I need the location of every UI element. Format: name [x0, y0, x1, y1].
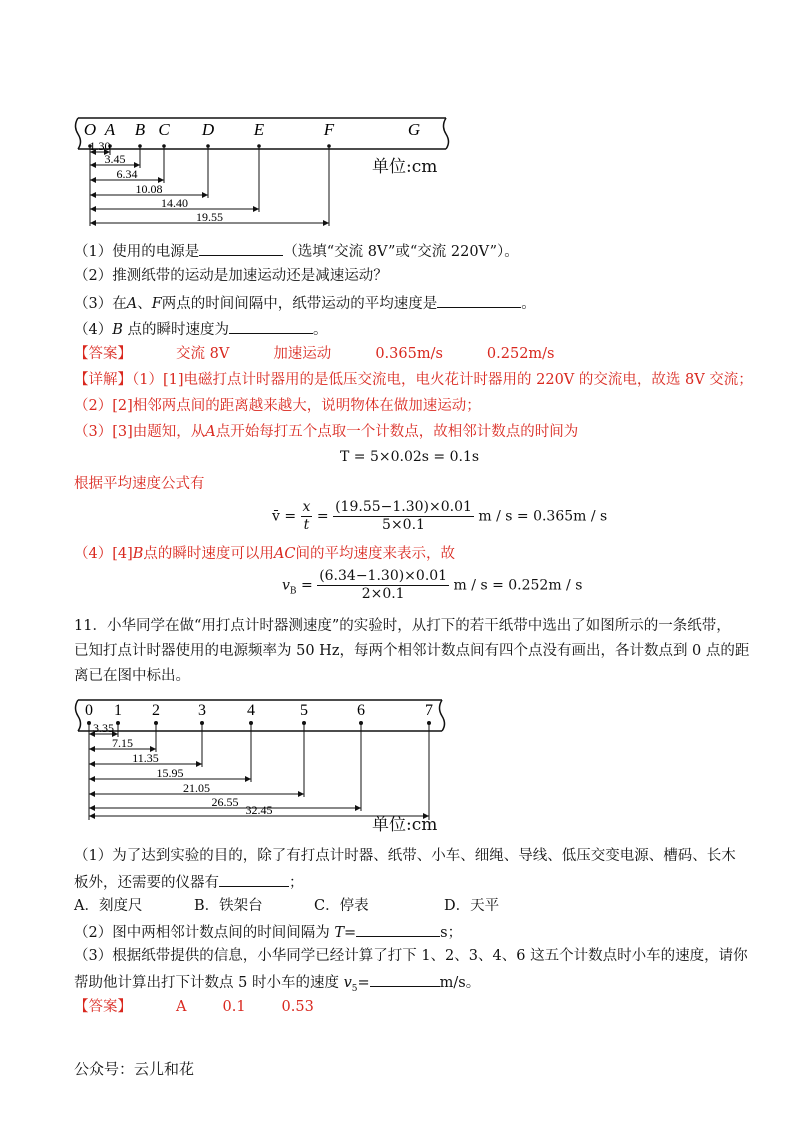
tape2-point-5: 5	[300, 702, 308, 719]
tape1-point-A: A	[104, 120, 116, 139]
detail-3: （3）[3]由题知，从A点开始每打五个点取一个计数点，故相邻计数点的时间为	[74, 424, 579, 440]
option-c[interactable]: C．停表	[314, 898, 369, 914]
answer-blank[interactable]	[437, 292, 521, 308]
tape2-dist-4-arrowtail	[89, 791, 95, 797]
tape1-unit: 单位:cm	[372, 157, 438, 177]
q11-stem-1: 11．小华同学在做“用打点计时器测速度”的实验时，从打下的若干纸带中选出了如图所示的一条纸带，	[74, 618, 731, 634]
tape2-dist-4-arrowhead	[298, 791, 304, 797]
option-b[interactable]: B．铁架台	[194, 898, 263, 914]
tape2-point-2: 2	[152, 702, 160, 719]
q1-part4: （4）B 点的瞬时速度为 。	[74, 318, 328, 340]
tape2-point-3: 3	[198, 702, 206, 719]
tape2-dist-2-label: 11.35	[132, 751, 159, 765]
formula-avg-velocity: v̄ = $\frac{x}{t}$ = $\frac{(19.55-1.30)\times 0.01}{5\times 0.1}$ m / s = 0.365m / s	[272, 499, 608, 533]
tape2-dist-2-arrowtail	[89, 761, 95, 767]
tape2-dist-5-arrowtail	[89, 805, 95, 811]
tape2-dist-5-label: 26.55	[211, 795, 239, 809]
q11-part1a: （1）为了达到实验的目的，除了有打点计时器、纸带、小车、细绳、导线、低压交变电源、槽码、长木	[74, 848, 736, 864]
answer-line-1: 【答案】 交流 8V 加速运动 0.365m/s 0.252m/s	[74, 346, 555, 362]
tape1-dist-4-label: 14.40	[161, 196, 188, 210]
detail-2: （2）[2]相邻两点间的距离越来越大，说明物体在做加速运动；	[74, 398, 481, 414]
tape1-dist-2-label: 6.34	[116, 167, 138, 181]
tape1-point-F: F	[323, 120, 335, 139]
tape2-point-1: 1	[114, 702, 122, 719]
tape1-dist-0-label: 1.30	[89, 139, 111, 153]
tape1-point-D: D	[201, 120, 215, 139]
tape1-point-O: O	[83, 120, 97, 139]
footer-text: 公众号：云儿和花	[74, 1060, 195, 1078]
tape1-dist-5-arrowtail	[90, 220, 96, 226]
tape1-dist-5-label: 19.55	[196, 210, 223, 224]
q11-part2: （2）图中两相邻计数点间的时间间隔为 T= s；	[74, 921, 462, 943]
answer-blank[interactable]	[370, 971, 440, 987]
tape1-point-G: G	[407, 120, 421, 139]
q11-options	[74, 896, 499, 916]
q11-part3a: （3）根据纸带提供的信息，小华同学已经计算了打下 1、2、3、4、6 这五个计数点时小车的速度，请你	[74, 948, 748, 964]
answer-line-2: 【答案】 A 0.1 0.53	[74, 999, 314, 1015]
tape2-dist-5-arrowhead	[355, 805, 361, 811]
q1-part2: （2）推测纸带的运动是加速运动还是减速运动？	[74, 268, 388, 284]
tape2-dist-3-label: 15.95	[156, 766, 184, 780]
tape2-dist-1-arrowtail	[89, 746, 95, 752]
formula-vb: $v_B$ = $\frac{(6.34-1.30)\times 0.01}{2\times 0.1}$ m / s = 0.252m / s	[282, 568, 583, 602]
q1-part3: （3）在A、F两点的时间间隔中，纸带运动的平均速度是 。	[74, 292, 536, 314]
tape2-dist-3-arrowtail	[89, 776, 95, 782]
detail-1: 【详解】（1）[1]电磁打点计时器用的是低压交流电，电火花计时器用的 220V 的交流电，故选 8V 交流；	[74, 372, 753, 388]
tape1-dist-2-arrowtail	[90, 177, 96, 183]
tape1-dist-3-arrowhead	[202, 192, 208, 198]
tape2-dist-4-label: 21.05	[183, 781, 210, 795]
answer-blank[interactable]	[219, 871, 289, 887]
tape2-dist-1-label: 7.15	[112, 736, 133, 750]
q11-stem-3: 离已在图中标出。	[74, 668, 190, 684]
tape1-dist-5-arrowhead	[323, 220, 329, 226]
q11-part1b: 板外，还需要的仪器有 ；	[74, 871, 304, 893]
tape2-point-4: 4	[247, 702, 255, 719]
tape2-dist-6-arrowtail	[89, 813, 95, 819]
avg-intro: 根据平均速度公式有	[74, 476, 205, 492]
answer-blank[interactable]	[229, 318, 313, 334]
tape2-dist-0-label: 3.35	[93, 721, 114, 735]
tape2-dist-3-arrowhead	[245, 776, 251, 782]
tape2-point-6: 6	[357, 702, 365, 719]
formula-T: T = 5×0.02s = 0.1s	[340, 449, 480, 465]
q1-part1: （1）使用的电源是 （选填“交流 8V”或“交流 220V”）。	[74, 240, 519, 262]
answer-blank[interactable]	[356, 921, 440, 937]
detail-4: （4）[4]B点的瞬时速度可以用AC间的平均速度来表示，故	[74, 546, 455, 562]
tape2-point-7: 7	[425, 702, 433, 719]
tape1-point-E: E	[253, 120, 265, 139]
tape1-dist-3-arrowtail	[90, 192, 96, 198]
tape1-point-B: B	[134, 120, 146, 139]
tape1-dist-4-arrowhead	[253, 206, 259, 212]
tape-diagram-2	[70, 690, 470, 820]
tape2-dist-2-arrowhead	[196, 761, 202, 767]
tape2-unit: 单位:cm	[372, 815, 438, 835]
tape2-dist-6-label: 32.45	[245, 803, 273, 817]
tape1-dist-3-label: 10.08	[135, 182, 163, 196]
answer-blank[interactable]	[199, 240, 283, 256]
q11-stem-2: 已知打点计时器使用的电源频率为 50 Hz，每两个相邻计数点间有四个点没有画出，各计数点到 0 点的距	[74, 643, 750, 659]
tape1-dist-1-arrowtail	[90, 162, 96, 168]
option-a[interactable]: A．刻度尺	[74, 898, 143, 914]
tape1-dist-1-label: 3.45	[104, 152, 126, 166]
tape1-point-C: C	[158, 120, 170, 139]
tape2-point-0: 0	[85, 702, 93, 719]
option-d[interactable]: D．天平	[444, 898, 500, 914]
tape1-dist-4-arrowtail	[90, 206, 96, 212]
q11-part3b: 帮助他计算出打下计数点 5 时小车的速度 $v_5= m/s$。	[74, 971, 480, 999]
